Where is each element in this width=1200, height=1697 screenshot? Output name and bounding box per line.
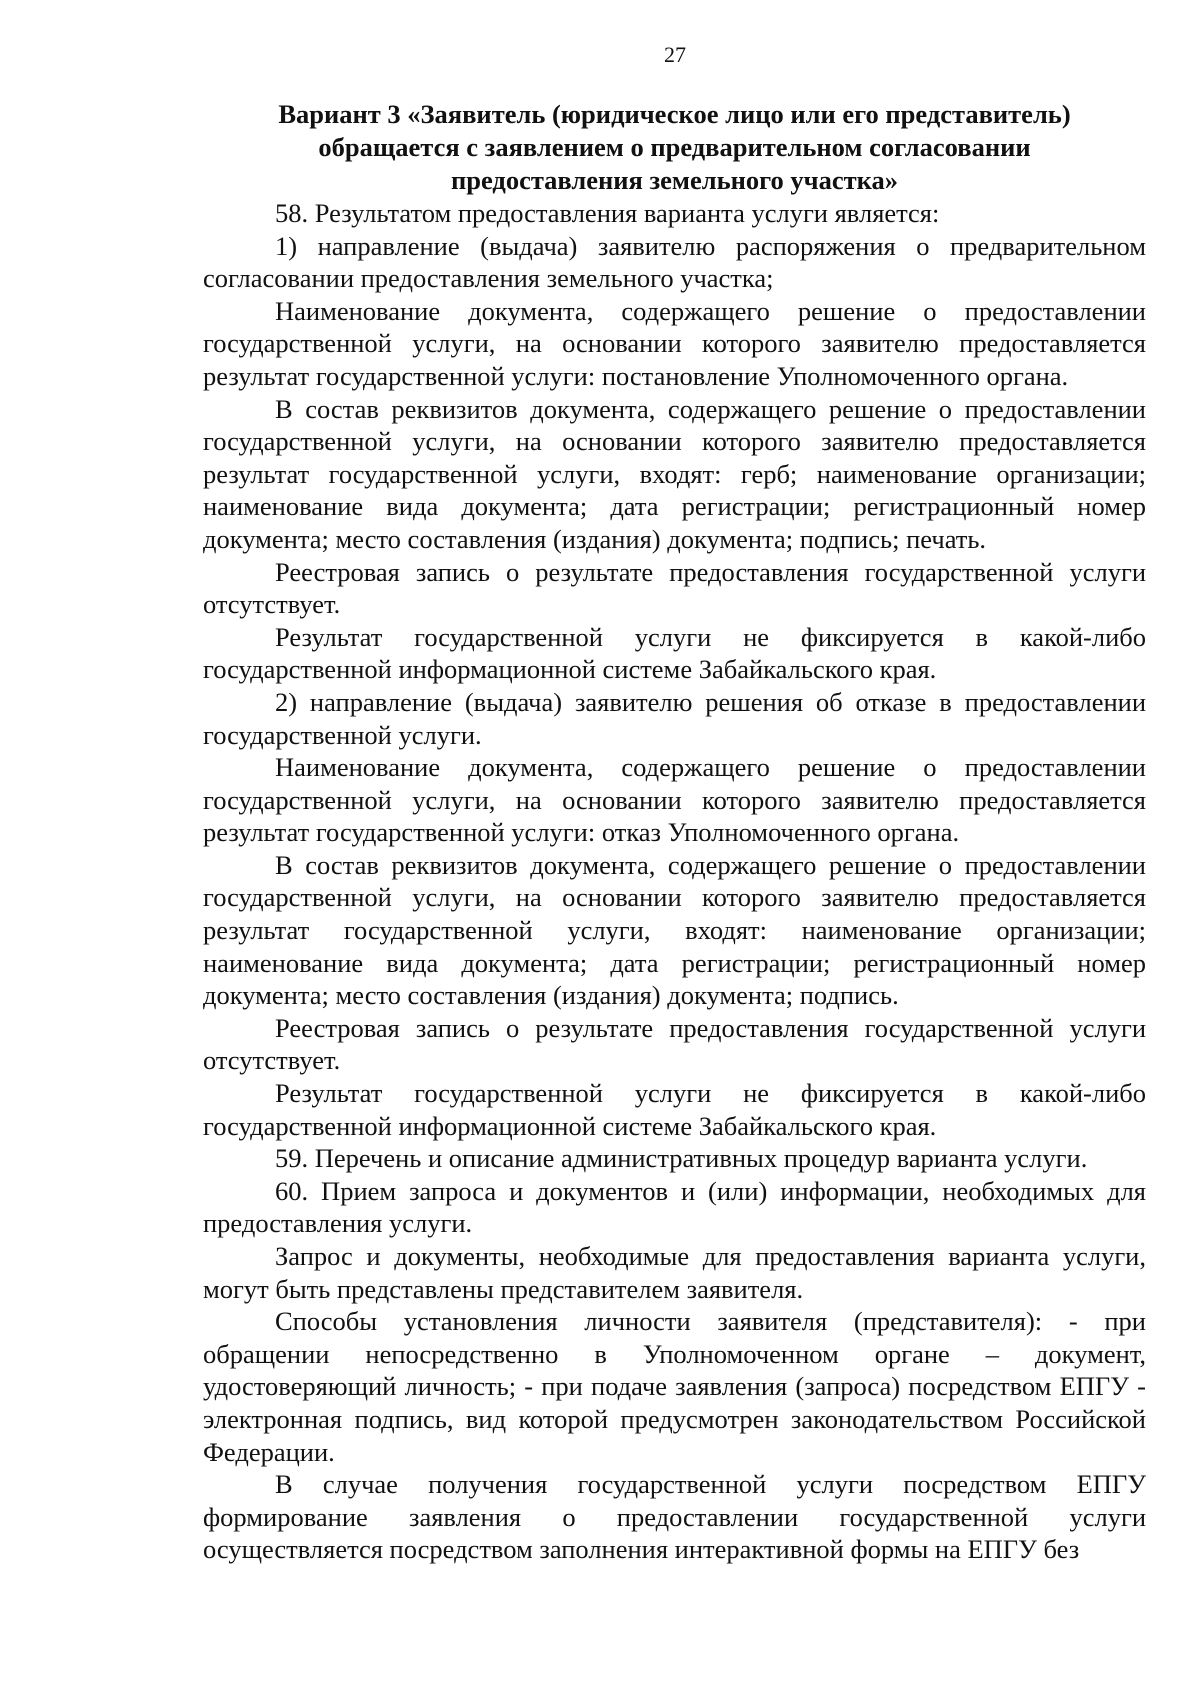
paragraph: Запрос и документы, необходимые для предоставления варианта услуги, могут быть представлены представителем заявителя. [203, 1241, 1146, 1304]
paragraph: 2) направление (выдача) заявителю решения об отказе в предоставлении государственной услуги. [203, 686, 1146, 750]
paragraph: Реестровая запись о результате предоставления государственной услуги отсутствует. [203, 556, 1146, 620]
paragraph: Способы установления личности заявителя (представителя): - при обращении непосредственно в Уполномоченном органе – документ, удостоверяющий личность; - при подаче заявления (запроса) посредством ЕПГУ - электронная подпись, вид которой предусмотрен законодательством Российской Федерации. [203, 1306, 1146, 1467]
paragraph: 60. Прием запроса и документов и (или) информации, необходимых для предоставления услуги. [203, 1175, 1146, 1239]
section-heading-line: обращается с заявлением о предварительном согласовании [318, 132, 1031, 162]
paragraph: Результат государственной услуги не фиксируется в какой-либо государственной информационной системе Забайкальского края. [203, 1078, 1146, 1141]
paragraph: В случае получения государственной услуги посредством ЕПГУ формирование заявления о предоставлении государственной услуги осуществляется посредством заполнения интерактивной формы на ЕПГУ без [203, 1469, 1146, 1565]
paragraph: Реестровая запись о результате предоставления государственной услуги отсутствует. [203, 1012, 1146, 1076]
paragraph: Результат государственной услуги не фиксируется в какой-либо государственной информационной системе Забайкальского края. [203, 621, 1146, 685]
section-heading [203, 98, 1146, 197]
paragraph: В состав реквизитов документа, содержащего решение о предоставлении государственной услуги, на основании которого заявителю предоставляется результат государственной услуги, входят: наименование организации; наименование вида документа; дата регистрации; регистрационный номер документа; место составления (издания) документа; подпись. [203, 849, 1146, 1011]
section-heading-line: Вариант 3 «Заявитель (юридическое лицо или его представитель) [278, 99, 1071, 129]
paragraph: Наименование документа, содержащего решение о предоставлении государственной услуги, на основании которого заявителю предоставляется результат государственной услуги: постановление Уполномоченного органа. [203, 295, 1146, 391]
section-heading-line: предоставления земельного участка» [451, 165, 898, 195]
paragraph: 59. Перечень и описание административных процедур варианта услуги. [275, 1143, 1088, 1174]
page-number: 27 [664, 42, 686, 67]
paragraph: Наименование документа, содержащего решение о предоставлении государственной услуги, на основании которого заявителю предоставляется результат государственной услуги: отказ Уполномоченного органа. [203, 752, 1146, 848]
paragraph: 58. Результатом предоставления варианта услуги является: [275, 198, 940, 228]
paragraph: В состав реквизитов документа, содержащего решение о предоставлении государственной услуги, на основании которого заявителю предоставляется результат государственной услуги, входят: герб; наименование организации; наименование вида документа; дата регистрации; регистрационный номер документа; место составления (издания) документа; подпись; печать. [203, 393, 1146, 554]
document-body [203, 98, 1146, 1566]
paragraph: 1) направление (выдача) заявителю распоряжения о предварительном согласовании предоставления земельного участка; [203, 230, 1146, 294]
